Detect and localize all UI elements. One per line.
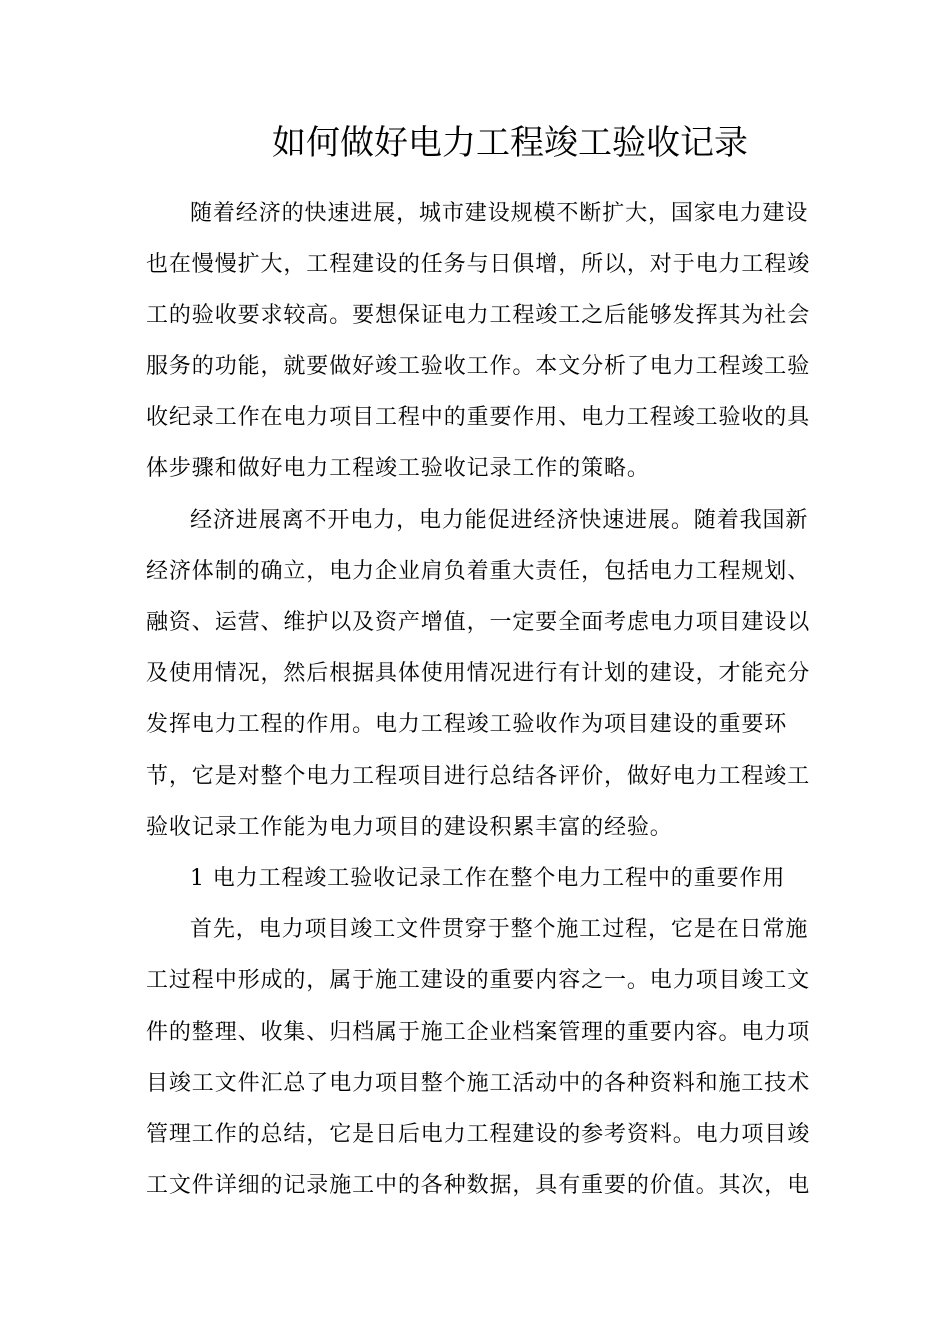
document-title: 如何做好电力工程竣工验收记录 bbox=[272, 123, 748, 163]
text-line: 件的整理、收集、归档属于施工企业档案管理的重要内容。电力项 bbox=[146, 1020, 811, 1045]
text-line: 首先，电力项目竣工文件贯穿于整个施工过程，它是在日常施 bbox=[190, 917, 809, 942]
text-line: 经济进展离不开电力，电力能促进经济快速进展。随着我国新 bbox=[190, 508, 809, 533]
text-line: 体步骤和做好电力工程竣工验收记录工作的策略。 bbox=[146, 456, 650, 481]
text-line: 经济体制的确立，电力企业肩负着重大责任，包括电力工程规划、 bbox=[146, 559, 811, 584]
text-line: 工的验收要求较高。要想保证电力工程竣工之后能够发挥其为社会 bbox=[146, 303, 811, 328]
text-line: 发挥电力工程的作用。电力工程竣工验收作为项目建设的重要环 bbox=[146, 712, 788, 737]
text-line: 随着经济的快速进展，城市建设规模不断扩大，国家电力建设 bbox=[190, 201, 809, 226]
text-line: 工文件详细的记录施工中的各种数据，具有重要的价值。其次，电 bbox=[146, 1173, 811, 1198]
text-line: 节，它是对整个电力工程项目进行总结各评价，做好电力工程竣工 bbox=[146, 764, 811, 789]
text-line: 服务的功能，就要做好竣工验收工作。本文分析了电力工程竣工验 bbox=[146, 354, 811, 379]
section-heading: 1 电力工程竣工验收记录工作在整个电力工程中的重要作用 bbox=[190, 866, 786, 891]
text-line: 验收记录工作能为电力项目的建设积累丰富的经验。 bbox=[146, 815, 673, 840]
text-line: 融资、运营、维护以及资产增值，一定要全面考虑电力项目建设以 bbox=[146, 610, 811, 635]
text-line: 管理工作的总结，它是日后电力工程建设的参考资料。电力项目竣 bbox=[146, 1122, 811, 1147]
text-line: 收纪录工作在电力项目工程中的重要作用、电力工程竣工验收的具 bbox=[146, 405, 811, 430]
text-line: 目竣工文件汇总了电力项目整个施工活动中的各种资料和施工技术 bbox=[146, 1071, 811, 1096]
text-line: 工过程中形成的，属于施工建设的重要内容之一。电力项目竣工文 bbox=[146, 968, 811, 993]
text-line: 及使用情况，然后根据具体使用情况进行有计划的建设，才能充分 bbox=[146, 661, 811, 686]
text-line: 也在慢慢扩大，工程建设的任务与日俱增，所以，对于电力工程竣 bbox=[146, 252, 811, 277]
